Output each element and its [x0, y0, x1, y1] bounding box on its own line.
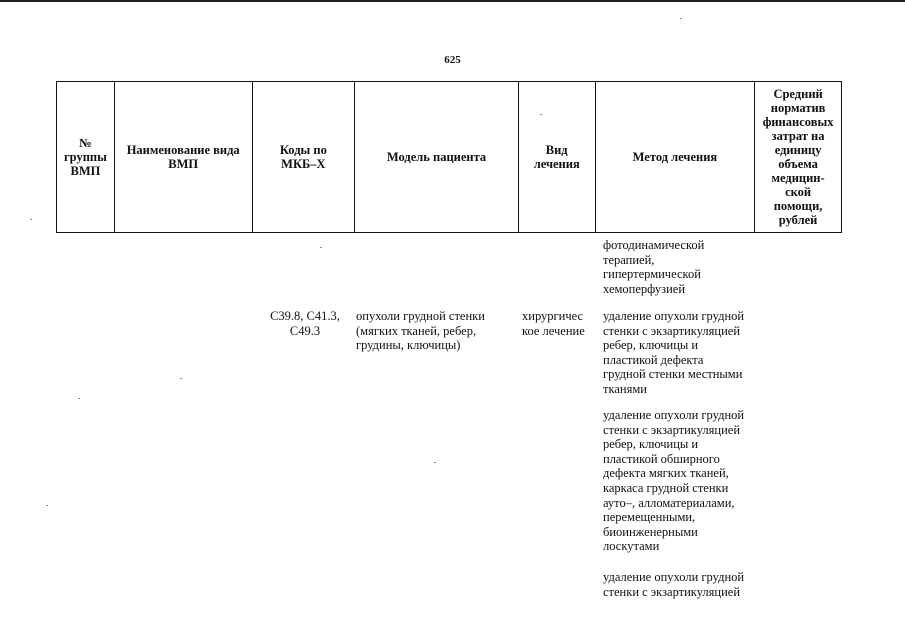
header-text: №	[79, 136, 92, 150]
header-text: Модель пациента	[386, 150, 487, 164]
cell-text: удаление опухоли грудной	[603, 570, 745, 584]
header-text: помощи,	[773, 199, 823, 213]
scan-speck	[46, 505, 48, 506]
header-vmp-name	[115, 82, 253, 232]
header-text: Средний	[773, 87, 823, 101]
treatment-method-item	[603, 238, 755, 296]
cell-text: грудной стенки местными	[603, 367, 743, 382]
header-text: лечения	[533, 157, 580, 171]
header-group-number	[57, 82, 115, 232]
cell-text: ауто–, алломатериалами,	[603, 495, 735, 510]
scan-speck	[434, 462, 436, 463]
page-number: 625	[444, 54, 461, 66]
header-text: группы	[63, 150, 107, 164]
scan-speck	[30, 219, 32, 220]
cell-text: хирургичес	[522, 309, 584, 323]
cell-text: стенки с экзартикуляцией	[603, 422, 741, 437]
cell-text: лоскутами	[603, 539, 660, 554]
cell-text: кое лечение	[522, 323, 585, 338]
cell-text: грудины, ключицы)	[356, 338, 461, 353]
scan-border	[0, 0, 905, 2]
scan-speck	[78, 398, 80, 399]
cell-text: пластикой обширного	[603, 451, 720, 466]
cell-text: опухоли грудной стенки	[356, 309, 485, 323]
table-header	[56, 81, 842, 233]
cell-text: стенки с экзартикуляцией	[603, 323, 741, 338]
header-text: ВМП	[70, 164, 101, 178]
patient-model-cell	[356, 309, 516, 353]
treatment-method-item	[603, 408, 755, 554]
cell-text: стенки с экзартикуляцией	[603, 584, 741, 599]
header-text: финансовых	[762, 115, 834, 129]
header-text: Наименование вида	[126, 143, 240, 157]
header-text: медицин-	[771, 171, 825, 185]
cell-text: гипертермической	[603, 267, 701, 282]
header-text: ВМП	[168, 157, 199, 171]
scan-speck	[680, 18, 682, 19]
icd-codes-cell	[262, 309, 348, 338]
header-text: норматив	[770, 101, 826, 115]
cell-text: удаление опухоли грудной	[603, 408, 745, 422]
header-text: Метод лечения	[632, 150, 718, 164]
treatment-type-cell	[522, 309, 597, 338]
header-text: Коды по	[279, 143, 327, 157]
cell-text: перемещенными,	[603, 510, 696, 525]
scan-speck	[540, 114, 542, 115]
cell-text: фотодинамической	[603, 238, 705, 252]
header-text: рублей	[778, 213, 818, 227]
cell-text: C39.8, C41.3,	[270, 309, 340, 323]
cell-text: C49.3	[289, 323, 321, 338]
cell-text: ребер, ключицы и	[603, 437, 699, 452]
cell-text: терапией,	[603, 252, 655, 267]
cell-text: хемоперфузией	[603, 281, 686, 296]
cell-text: каркаса грудной стенки	[603, 480, 729, 495]
header-patient-model	[355, 82, 519, 232]
cell-text: дефекта мягких тканей,	[603, 466, 729, 481]
cell-text: ребер, ключицы и	[603, 338, 699, 353]
header-text: МКБ–Х	[281, 157, 326, 171]
header-text: затрат на	[771, 129, 825, 143]
header-text: ской	[785, 185, 812, 199]
scan-speck	[320, 247, 322, 248]
scan-speck	[180, 378, 182, 379]
header-treatment-type	[519, 82, 596, 232]
header-text: объема	[778, 157, 818, 171]
cell-text: удаление опухоли грудной	[603, 309, 745, 323]
cell-text: (мягких тканей, ребер,	[356, 323, 477, 338]
header-average-cost	[755, 82, 841, 232]
header-icd-codes	[253, 82, 356, 232]
cell-text: пластикой дефекта	[603, 352, 704, 367]
header-treatment-method	[596, 82, 756, 232]
header-text: единицу	[774, 143, 822, 157]
cell-text: тканями	[603, 381, 647, 396]
header-text: Вид	[545, 143, 568, 157]
cell-text: биоинженерными	[603, 524, 698, 539]
treatment-method-item	[603, 309, 755, 397]
treatment-method-item	[603, 570, 755, 599]
